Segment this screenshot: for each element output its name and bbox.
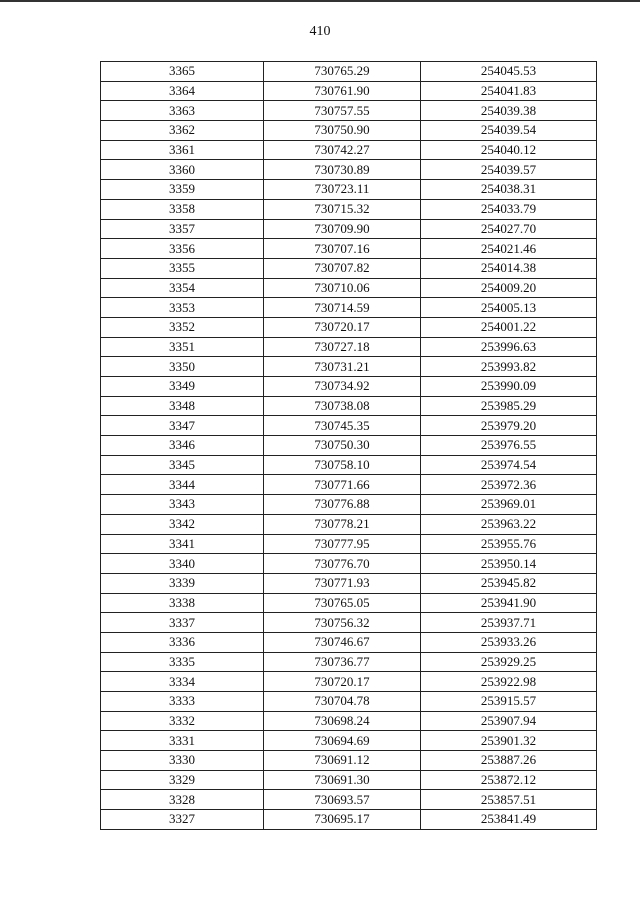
table-row bbox=[101, 751, 597, 771]
y-coordinate-cell: 253937.71 bbox=[421, 613, 597, 633]
y-coordinate-cell: 254039.54 bbox=[421, 121, 597, 141]
x-coordinate-cell: 730714.59 bbox=[264, 298, 421, 318]
table-row bbox=[101, 613, 597, 633]
point-number-cell: 3334 bbox=[101, 672, 264, 692]
x-coordinate-cell: 730738.08 bbox=[264, 396, 421, 416]
point-number-cell: 3332 bbox=[101, 711, 264, 731]
y-coordinate-cell: 254040.12 bbox=[421, 140, 597, 160]
point-number-cell: 3328 bbox=[101, 790, 264, 810]
table-row bbox=[101, 573, 597, 593]
y-coordinate-cell: 253929.25 bbox=[421, 652, 597, 672]
y-coordinate-cell: 253907.94 bbox=[421, 711, 597, 731]
x-coordinate-cell: 730771.66 bbox=[264, 475, 421, 495]
table-row bbox=[101, 199, 597, 219]
y-coordinate-cell: 254001.22 bbox=[421, 317, 597, 337]
y-coordinate-cell: 253979.20 bbox=[421, 416, 597, 436]
table-row bbox=[101, 711, 597, 731]
y-coordinate-cell: 253941.90 bbox=[421, 593, 597, 613]
table-row bbox=[101, 81, 597, 101]
point-number-cell: 3342 bbox=[101, 514, 264, 534]
table-row bbox=[101, 692, 597, 712]
x-coordinate-cell: 730707.82 bbox=[264, 258, 421, 278]
table-row bbox=[101, 377, 597, 397]
x-coordinate-cell: 730736.77 bbox=[264, 652, 421, 672]
x-coordinate-cell: 730761.90 bbox=[264, 81, 421, 101]
x-coordinate-cell: 730730.89 bbox=[264, 160, 421, 180]
point-number-cell: 3353 bbox=[101, 298, 264, 318]
x-coordinate-cell: 730750.30 bbox=[264, 436, 421, 456]
point-number-cell: 3362 bbox=[101, 121, 264, 141]
y-coordinate-cell: 253887.26 bbox=[421, 751, 597, 771]
x-coordinate-cell: 730693.57 bbox=[264, 790, 421, 810]
y-coordinate-cell: 253985.29 bbox=[421, 396, 597, 416]
point-number-cell: 3340 bbox=[101, 554, 264, 574]
point-number-cell: 3358 bbox=[101, 199, 264, 219]
x-coordinate-cell: 730758.10 bbox=[264, 455, 421, 475]
y-coordinate-cell: 254005.13 bbox=[421, 298, 597, 318]
y-coordinate-cell: 253841.49 bbox=[421, 810, 597, 830]
y-coordinate-cell: 253969.01 bbox=[421, 495, 597, 515]
table-row bbox=[101, 317, 597, 337]
point-number-cell: 3338 bbox=[101, 593, 264, 613]
point-number-cell: 3364 bbox=[101, 81, 264, 101]
y-coordinate-cell: 253857.51 bbox=[421, 790, 597, 810]
point-number-cell: 3341 bbox=[101, 534, 264, 554]
y-coordinate-cell: 254009.20 bbox=[421, 278, 597, 298]
y-coordinate-cell: 254021.46 bbox=[421, 239, 597, 259]
y-coordinate-cell: 253945.82 bbox=[421, 573, 597, 593]
point-number-cell: 3348 bbox=[101, 396, 264, 416]
point-number-cell: 3345 bbox=[101, 455, 264, 475]
y-coordinate-cell: 253976.55 bbox=[421, 436, 597, 456]
y-coordinate-cell: 254045.53 bbox=[421, 62, 597, 82]
x-coordinate-cell: 730704.78 bbox=[264, 692, 421, 712]
table-row bbox=[101, 278, 597, 298]
table-row bbox=[101, 455, 597, 475]
table-row bbox=[101, 652, 597, 672]
point-number-cell: 3356 bbox=[101, 239, 264, 259]
top-rule bbox=[0, 0, 640, 2]
table-row bbox=[101, 672, 597, 692]
point-number-cell: 3335 bbox=[101, 652, 264, 672]
y-coordinate-cell: 254033.79 bbox=[421, 199, 597, 219]
x-coordinate-cell: 730746.67 bbox=[264, 632, 421, 652]
point-number-cell: 3339 bbox=[101, 573, 264, 593]
table-row bbox=[101, 534, 597, 554]
x-coordinate-cell: 730757.55 bbox=[264, 101, 421, 121]
point-number-cell: 3344 bbox=[101, 475, 264, 495]
point-number-cell: 3354 bbox=[101, 278, 264, 298]
y-coordinate-cell: 253963.22 bbox=[421, 514, 597, 534]
x-coordinate-cell: 730709.90 bbox=[264, 219, 421, 239]
table-row bbox=[101, 101, 597, 121]
table-row bbox=[101, 554, 597, 574]
table-row bbox=[101, 357, 597, 377]
y-coordinate-cell: 253922.98 bbox=[421, 672, 597, 692]
x-coordinate-cell: 730695.17 bbox=[264, 810, 421, 830]
table-row bbox=[101, 731, 597, 751]
point-number-cell: 3331 bbox=[101, 731, 264, 751]
y-coordinate-cell: 253915.57 bbox=[421, 692, 597, 712]
table-row bbox=[101, 514, 597, 534]
table-row bbox=[101, 770, 597, 790]
x-coordinate-cell: 730707.16 bbox=[264, 239, 421, 259]
y-coordinate-cell: 253872.12 bbox=[421, 770, 597, 790]
x-coordinate-cell: 730731.21 bbox=[264, 357, 421, 377]
point-number-cell: 3357 bbox=[101, 219, 264, 239]
table-row bbox=[101, 632, 597, 652]
x-coordinate-cell: 730776.88 bbox=[264, 495, 421, 515]
x-coordinate-cell: 730765.05 bbox=[264, 593, 421, 613]
point-number-cell: 3336 bbox=[101, 632, 264, 652]
point-number-cell: 3355 bbox=[101, 258, 264, 278]
table-row bbox=[101, 790, 597, 810]
x-coordinate-cell: 730698.24 bbox=[264, 711, 421, 731]
table-row bbox=[101, 140, 597, 160]
point-number-cell: 3361 bbox=[101, 140, 264, 160]
table-row bbox=[101, 62, 597, 82]
table-row bbox=[101, 475, 597, 495]
x-coordinate-cell: 730694.69 bbox=[264, 731, 421, 751]
table-row bbox=[101, 298, 597, 318]
table-row bbox=[101, 180, 597, 200]
y-coordinate-cell: 254039.38 bbox=[421, 101, 597, 121]
x-coordinate-cell: 730765.29 bbox=[264, 62, 421, 82]
x-coordinate-cell: 730734.92 bbox=[264, 377, 421, 397]
x-coordinate-cell: 730715.32 bbox=[264, 199, 421, 219]
x-coordinate-cell: 730691.12 bbox=[264, 751, 421, 771]
x-coordinate-cell: 730720.17 bbox=[264, 317, 421, 337]
point-number-cell: 3360 bbox=[101, 160, 264, 180]
x-coordinate-cell: 730778.21 bbox=[264, 514, 421, 534]
y-coordinate-cell: 253974.54 bbox=[421, 455, 597, 475]
x-coordinate-cell: 730777.95 bbox=[264, 534, 421, 554]
point-number-cell: 3359 bbox=[101, 180, 264, 200]
x-coordinate-cell: 730727.18 bbox=[264, 337, 421, 357]
coordinates-table bbox=[100, 61, 597, 830]
table-row bbox=[101, 810, 597, 830]
table-row bbox=[101, 416, 597, 436]
y-coordinate-cell: 253933.26 bbox=[421, 632, 597, 652]
y-coordinate-cell: 253901.32 bbox=[421, 731, 597, 751]
y-coordinate-cell: 253955.76 bbox=[421, 534, 597, 554]
y-coordinate-cell: 254039.57 bbox=[421, 160, 597, 180]
point-number-cell: 3330 bbox=[101, 751, 264, 771]
point-number-cell: 3346 bbox=[101, 436, 264, 456]
x-coordinate-cell: 730691.30 bbox=[264, 770, 421, 790]
page-number: 410 bbox=[309, 24, 331, 39]
table-row bbox=[101, 495, 597, 515]
y-coordinate-cell: 254041.83 bbox=[421, 81, 597, 101]
point-number-cell: 3343 bbox=[101, 495, 264, 515]
table-row bbox=[101, 396, 597, 416]
point-number-cell: 3363 bbox=[101, 101, 264, 121]
point-number-cell: 3329 bbox=[101, 770, 264, 790]
x-coordinate-cell: 730771.93 bbox=[264, 573, 421, 593]
point-number-cell: 3350 bbox=[101, 357, 264, 377]
x-coordinate-cell: 730720.17 bbox=[264, 672, 421, 692]
point-number-cell: 3333 bbox=[101, 692, 264, 712]
y-coordinate-cell: 253990.09 bbox=[421, 377, 597, 397]
point-number-cell: 3351 bbox=[101, 337, 264, 357]
y-coordinate-cell: 253993.82 bbox=[421, 357, 597, 377]
y-coordinate-cell: 254014.38 bbox=[421, 258, 597, 278]
point-number-cell: 3352 bbox=[101, 317, 264, 337]
table-row bbox=[101, 160, 597, 180]
table-row bbox=[101, 337, 597, 357]
point-number-cell: 3365 bbox=[101, 62, 264, 82]
x-coordinate-cell: 730723.11 bbox=[264, 180, 421, 200]
table-row bbox=[101, 258, 597, 278]
point-number-cell: 3349 bbox=[101, 377, 264, 397]
y-coordinate-cell: 254038.31 bbox=[421, 180, 597, 200]
table-row bbox=[101, 239, 597, 259]
x-coordinate-cell: 730710.06 bbox=[264, 278, 421, 298]
table-row bbox=[101, 593, 597, 613]
y-coordinate-cell: 253950.14 bbox=[421, 554, 597, 574]
point-number-cell: 3337 bbox=[101, 613, 264, 633]
y-coordinate-cell: 254027.70 bbox=[421, 219, 597, 239]
x-coordinate-cell: 730750.90 bbox=[264, 121, 421, 141]
table-row bbox=[101, 121, 597, 141]
x-coordinate-cell: 730745.35 bbox=[264, 416, 421, 436]
table-row bbox=[101, 436, 597, 456]
coordinates-table-body bbox=[101, 62, 597, 830]
point-number-cell: 3347 bbox=[101, 416, 264, 436]
x-coordinate-cell: 730776.70 bbox=[264, 554, 421, 574]
x-coordinate-cell: 730756.32 bbox=[264, 613, 421, 633]
y-coordinate-cell: 253996.63 bbox=[421, 337, 597, 357]
y-coordinate-cell: 253972.36 bbox=[421, 475, 597, 495]
table-row bbox=[101, 219, 597, 239]
point-number-cell: 3327 bbox=[101, 810, 264, 830]
x-coordinate-cell: 730742.27 bbox=[264, 140, 421, 160]
